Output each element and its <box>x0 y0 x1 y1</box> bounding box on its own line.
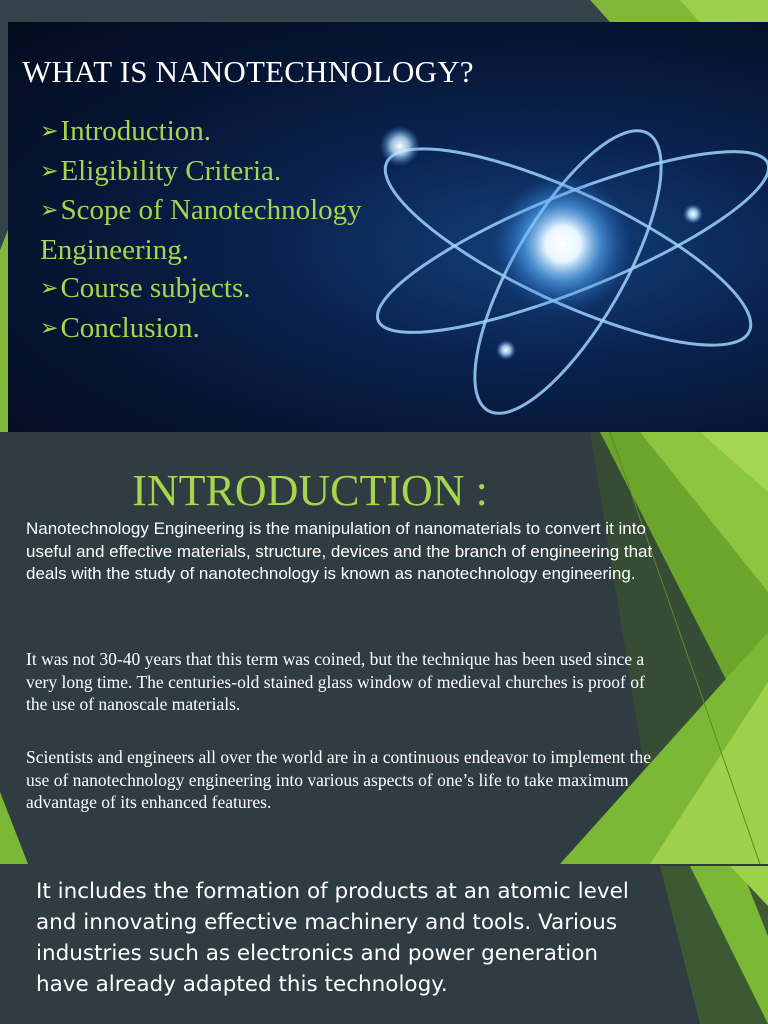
section-heading: INTRODUCTION : <box>132 466 488 515</box>
slide-2 <box>0 432 768 864</box>
paragraph: Nanotechnology Engineering is the manipulation of nanomaterials to convert it into useful and effective materials, structure, devices and the branch of engineering that deals with the study of nanotechnology is known as nanotechnology engineering. <box>26 519 653 583</box>
list-item: ➢Introduction. <box>40 115 212 147</box>
slide-1 <box>0 0 768 432</box>
list-item: ➢Scope of Nanotechnology Engineering. <box>40 194 362 266</box>
paragraph: Scientists and engineers all over the world are in a continuous endeavor to implement the use of nanotechnology engineering into various aspects of one’s life to take maximum advantage of its enhanced features. <box>26 747 651 812</box>
paragraph: It includes the formation of products at an atomic level and innovating effective machinery and tools. Various industries such as electronics and power generation have already adapted this technology. <box>36 879 629 997</box>
paragraph: It was not 30-40 years that this term was coined, but the technique has been used since a very long time. The centuries-old stained glass window of medieval churches is proof of the use of nanoscale materials. <box>26 649 645 714</box>
list-item: ➢Conclusion. <box>40 311 200 344</box>
slide-title: WHAT IS NANOTECHNOLOGY? <box>22 54 474 89</box>
arrowhead-bullet-icon: ➢ <box>40 315 59 341</box>
list-item: ➢Course subjects. <box>40 272 251 304</box>
arrowhead-bullet-icon: ➢ <box>40 276 59 301</box>
arrowhead-bullet-icon: ➢ <box>40 119 59 144</box>
agenda-list <box>40 112 370 348</box>
list-item: ➢Eligibility Criteria. <box>40 154 282 187</box>
slide-3 <box>0 866 768 1024</box>
arrowhead-bullet-icon: ➢ <box>40 198 59 223</box>
arrowhead-bullet-icon: ➢ <box>40 158 59 184</box>
